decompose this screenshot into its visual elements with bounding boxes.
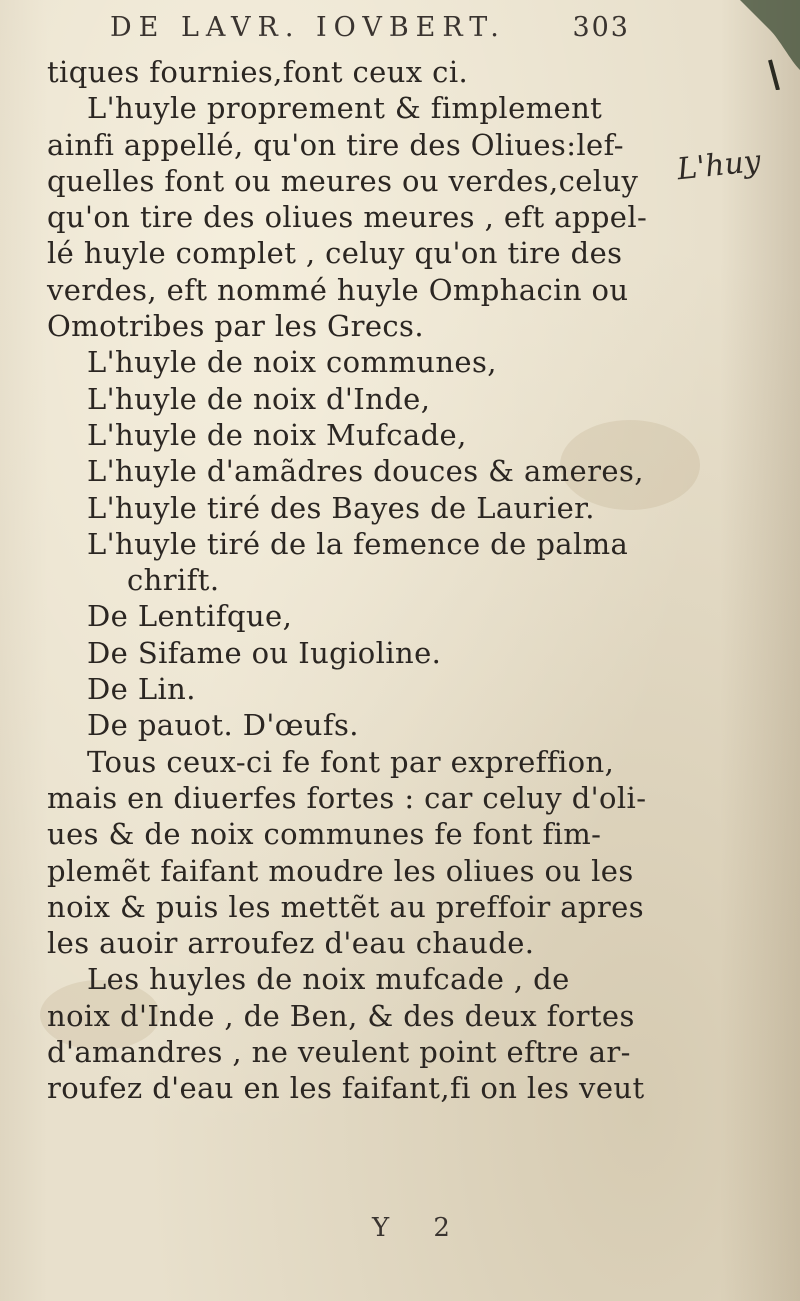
text-line: De Lentifque, (87, 599, 293, 634)
body-text (47, 54, 657, 1107)
text-line: tiques fournies,font ceux ci. (47, 55, 469, 89)
page-number: 303 (572, 12, 630, 43)
text-line: De pauot. D'œufs. (87, 708, 359, 743)
running-header (110, 12, 630, 43)
text-line: Omotribes par les Grecs. (47, 309, 424, 344)
text-line: noix d'Inde , de Ben, & des deux fortes (47, 998, 635, 1033)
text-line: L'huyle de noix Mufcade, (87, 417, 467, 452)
text-line: plemẽt faifant moudre les oliues ou les (47, 853, 634, 888)
page-corner-ink-mark (740, 0, 800, 90)
text-line: chrift. (127, 563, 220, 598)
text-line: De Sifame ou Iugioline. (87, 635, 442, 670)
running-title: DE LAVR. IOVBERT. (110, 12, 506, 43)
text-line: lé huyle complet , celuy qu'on tire des (47, 236, 623, 271)
text-line: verdes, eft nommé huyle Omphacin ou (47, 272, 629, 307)
text-line: mais en diuerfes fortes : car celuy d'oli- (47, 780, 647, 815)
text-line: L'huyle d'amãdres douces & ameres, (87, 454, 644, 489)
text-line: noix & puis les mettẽt au preffoir apres (47, 889, 644, 924)
catchword-signature: Y 2 (372, 1213, 468, 1243)
text-line: L'huyle tiré de la femence de palma (87, 526, 629, 561)
text-line: L'huyle proprement & fimplement (87, 91, 603, 126)
text-line: qu'on tire des oliues meures , eft appel- (47, 200, 648, 235)
text-line: Les huyles de noix mufcade , de (87, 962, 570, 997)
text-line: L'huyle tiré des Bayes de Laurier. (87, 490, 595, 525)
text-line: ues & de noix communes fe font fim- (47, 817, 602, 852)
text-line: L'huyle de noix communes, (87, 345, 497, 380)
margin-note: L'huy (675, 143, 763, 188)
text-line: les auoir arroufez d'eau chaude. (47, 926, 535, 961)
text-line: roufez d'eau en les faifant,fi on les veut (47, 1071, 645, 1106)
text-line: Tous ceux-ci fe font par expreffion, (87, 744, 615, 779)
text-line: quelles font ou meures ou verdes,celuy (47, 163, 639, 198)
text-line: L'huyle de noix d'Inde, (87, 381, 431, 416)
text-line: De Lin. (87, 672, 196, 707)
text-line: d'amandres , ne veulent point eftre ar- (47, 1035, 631, 1070)
text-line: ainfi appellé, qu'on tire des Oliues:lef- (47, 127, 624, 162)
